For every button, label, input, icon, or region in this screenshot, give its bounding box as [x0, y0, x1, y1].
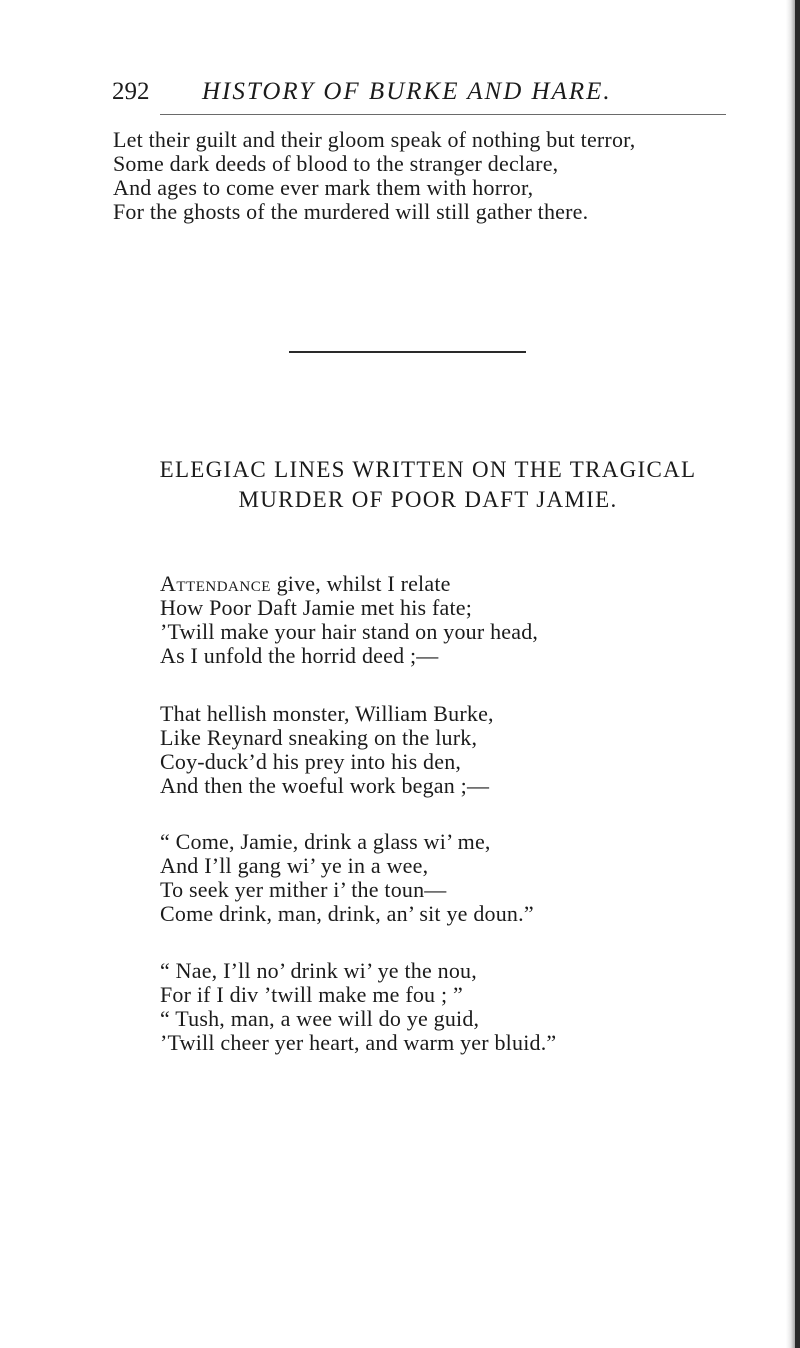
verse-line: [160, 572, 538, 596]
poem-stanza-1: [160, 572, 538, 668]
verse-line: And ages to come ever mark them with horror,: [113, 175, 534, 200]
verse-line: Come drink, man, drink, an’ sit ye doun.”: [160, 901, 534, 926]
page-header: [112, 66, 752, 106]
verse-line: “ Come, Jamie, drink a glass wi’ me,: [160, 829, 491, 854]
section-divider: [289, 351, 526, 353]
verse-line: And I’ll gang wi’ ye in a wee,: [160, 853, 429, 878]
verse-line: “ Tush, man, a wee will do ye guid,: [160, 1006, 480, 1031]
opening-word: Attendance: [160, 571, 271, 596]
opening-line-rest: give, whilst I relate: [270, 571, 451, 596]
poem-stanza-3: [160, 830, 534, 926]
page-number: 292: [112, 78, 150, 105]
header-rule: [160, 114, 726, 115]
verse-line: For the ghosts of the murdered will still gather there.: [113, 199, 589, 224]
closing-stanza: [113, 128, 636, 224]
poem-title: [112, 455, 744, 515]
page-binding-edge: [795, 0, 800, 1348]
poem-stanza-2: [160, 702, 494, 798]
poem-stanza-4: [160, 959, 556, 1055]
verse-line: Let their guilt and their gloom speak of nothing but terror,: [113, 127, 636, 152]
verse-line: “ Nae, I’ll no’ drink wi’ ye the nou,: [160, 958, 477, 983]
verse-line: Coy-duck’d his prey into his den,: [160, 749, 462, 774]
poem-title-line-2: MURDER OF POOR DAFT JAMIE.: [238, 487, 618, 512]
verse-line: For if I div ’twill make me fou ; ”: [160, 982, 463, 1007]
verse-line: Some dark deeds of blood to the stranger declare,: [113, 151, 559, 176]
verse-line: Like Reynard sneaking on the lurk,: [160, 725, 478, 750]
verse-line: And then the woeful work began ;—: [160, 773, 490, 798]
verse-line: As I unfold the horrid deed ;—: [160, 643, 439, 668]
verse-line: To seek yer mither i’ the toun—: [160, 877, 447, 902]
verse-line: ’Twill cheer yer heart, and warm yer bluid.”: [160, 1030, 557, 1055]
verse-line: ’Twill make your hair stand on your head,: [160, 619, 539, 644]
poem-title-line-1: ELEGIAC LINES WRITTEN ON THE TRAGICAL: [159, 457, 697, 482]
verse-line: How Poor Daft Jamie met his fate;: [160, 595, 473, 620]
verse-line: That hellish monster, William Burke,: [160, 701, 494, 726]
running-title: HISTORY OF BURKE AND HARE.: [202, 78, 612, 105]
